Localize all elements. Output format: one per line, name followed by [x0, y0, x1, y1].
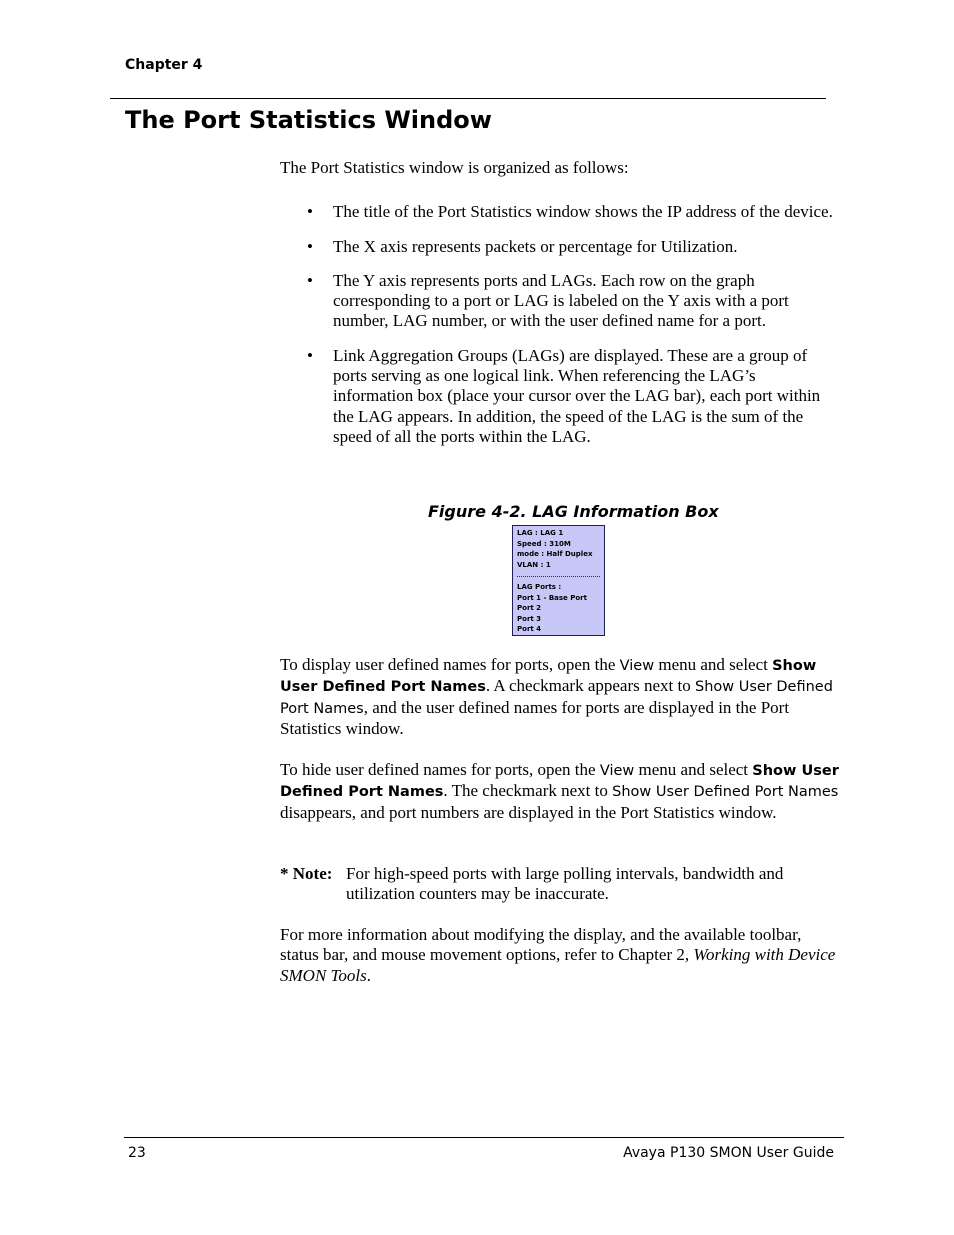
- lag-info-line: Port 2: [517, 604, 542, 612]
- header-rule: [110, 98, 826, 99]
- body-text: [280, 158, 840, 461]
- show-names-paragraph: To display user defined names for ports, open the View menu and select Show User Defined Port Names. A checkmark appears next to Show User Defined Port Names, and the user defined names for ports are displayed in the Port Statistics window.: [280, 655, 833, 738]
- lag-info-separator: [517, 576, 600, 577]
- note-label: * Note:: [280, 864, 333, 883]
- lag-info-line: mode : Half Duplex: [517, 550, 593, 558]
- lag-info-line: Port 3: [517, 614, 542, 623]
- note-text: For high-speed ports with large polling intervals, bandwidth and utilization counters may be inaccurate.: [346, 864, 784, 904]
- intro-paragraph: The Port Statistics window is organized as follows:: [280, 158, 629, 177]
- menu-item-ref: Show User Defined Port Names: [280, 679, 833, 717]
- lag-information-box: [512, 525, 605, 636]
- bullet-icon: •: [307, 345, 313, 365]
- list-item: • Link Aggregation Groups (LAGs) are displayed. These are a group of ports serving as one logical link. When referencing the LAG’s information box (place your cursor over the LAG bar), each port within the LAG appears. In addition, the speed of the LAG is the sum of the speed of all the ports within the LAG.: [307, 345, 821, 446]
- lag-info-line: VLAN : 1: [517, 560, 551, 569]
- lag-info-line: LAG Ports :: [517, 583, 562, 591]
- bullet-icon: •: [307, 270, 313, 290]
- note-block: [280, 864, 840, 905]
- bullet-icon: •: [307, 236, 313, 256]
- lag-info-line: Speed : 310M: [517, 539, 571, 548]
- hide-names-paragraph: To hide user defined names for ports, open the View menu and select Show User Defined Port Names. The checkmark next to Show User Defined Port Names disappears, and port numbers are displayed in the Port Statistics window.: [280, 760, 839, 822]
- list-item: • The title of the Port Statistics window shows the IP address of the device.: [307, 202, 833, 222]
- view-menu-ref: View: [599, 763, 635, 779]
- command-ref: Show User Defined Port Names: [280, 763, 839, 801]
- bullet-icon: •: [307, 202, 313, 222]
- guide-title: Avaya P130 SMON User Guide: [623, 1145, 834, 1161]
- lag-info-line: LAG : LAG 1: [517, 529, 564, 537]
- command-ref: Show User Defined Port Names: [280, 658, 817, 696]
- view-menu-ref: View: [619, 658, 655, 674]
- page-title: The Port Statistics Window: [125, 106, 492, 134]
- bullet-list: [280, 202, 840, 447]
- page-number: 23: [128, 1145, 146, 1161]
- lag-info-line: Port 4: [517, 625, 542, 633]
- list-item: • The Y axis represents ports and LAGs. Each row on the graph corresponding to a port or LAG is labeled on the Y axis with a port number, LAG number, or with the user defined name for a port.: [307, 270, 789, 331]
- figure-caption: Figure 4-2. LAG Information Box: [428, 502, 719, 521]
- lag-info-line: Port 1 - Base Port: [517, 593, 587, 602]
- chapter-reference: Working with Device SMON Tools: [280, 945, 836, 985]
- footer-rule: [124, 1137, 844, 1138]
- list-item: • The X axis represents packets or percentage for Utilization.: [307, 236, 738, 256]
- more-info-paragraph: For more information about modifying the display, and the available toolbar, status bar, and mouse movement options, refer to Chapter 2, Working with Device SMON Tools.: [280, 925, 836, 985]
- chapter-label: Chapter 4: [125, 57, 203, 73]
- menu-item-ref: Show User Defined Port Names: [612, 784, 839, 801]
